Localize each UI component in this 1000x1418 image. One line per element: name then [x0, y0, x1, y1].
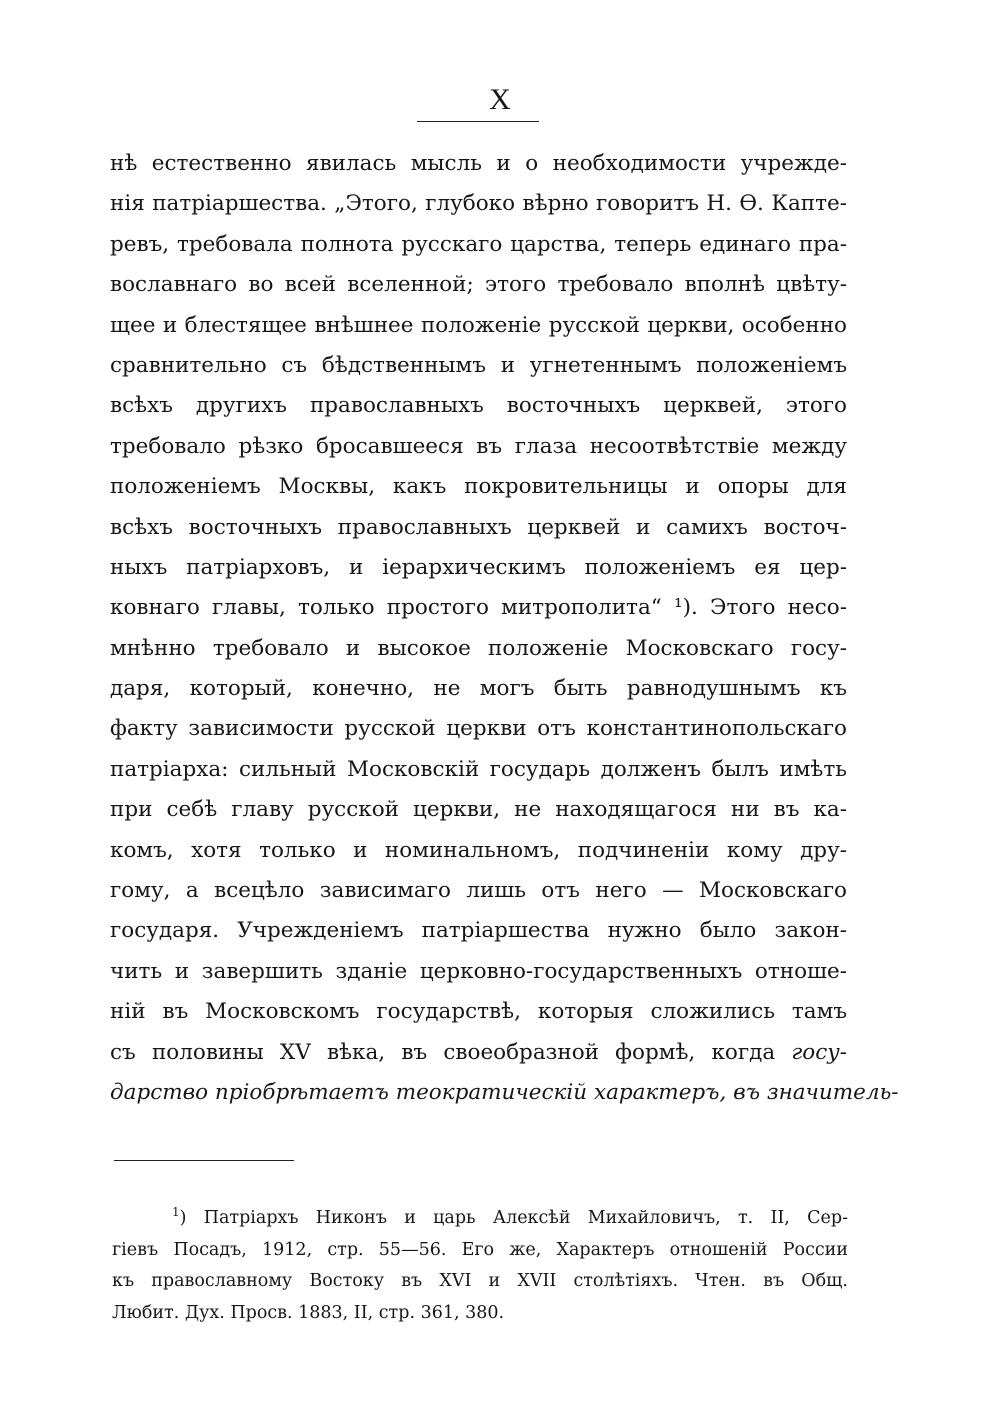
text-line: чить и завершить зданіе церковно-государственныхъ отноше-: [110, 958, 847, 984]
page-number: X: [489, 83, 511, 116]
header-rule: [417, 121, 539, 122]
text-line: ковнаго главы, только простого митрополита“ ¹). Этого несо-: [110, 595, 847, 621]
text-line: факту зависимости русской церкви отъ константинопольскаго: [110, 716, 847, 742]
text-line: требовало рѣзко бросавшееся въ глаза несоотвѣтствіе между: [110, 433, 847, 459]
footnotes: [112, 1203, 848, 1329]
text-line: при себѣ главу русской церкви, не находящагося ни въ ка-: [110, 797, 847, 823]
footnote-line: Любит. Дух. Просв. 1883, II, стр. 361, 380.: [112, 1302, 505, 1323]
text-line: положеніемъ Москвы, какъ покровительницы и опоры для: [110, 474, 847, 500]
text-line: ревъ, требовала полнота русскаго царства, теперь единаго пра-: [110, 231, 847, 257]
footnote-rule: [114, 1160, 294, 1161]
text-line: патріарха: сильный Московскій государь долженъ былъ имѣть: [110, 756, 847, 782]
text-line: мнѣнно требовало и высокое положеніе Московскаго госу-: [110, 635, 847, 661]
text-line: нія патріаршества. „Этого, глубоко вѣрно говоритъ Н. Ѳ. Капте-: [110, 191, 847, 217]
text-line: ныхъ патріарховъ, и іерархическимъ положеніемъ ея цер-: [110, 554, 847, 580]
footnote-line: гіевъ Посадъ, 1912, стр. 55—56. Его же, Характеръ отношеній России: [112, 1239, 848, 1260]
text-line: даря, который, конечно, не могъ быть равнодушнымъ къ: [110, 676, 847, 702]
text-roman-span: съ половины XV вѣка, въ своеобразной формѣ, когда: [110, 1039, 776, 1065]
text-line: всѣхъ другихъ православныхъ восточныхъ церквей, этого: [110, 393, 847, 419]
footnote-line: къ православному Востоку въ XVI и XVII столѣтіяхъ. Чтен. въ Общ.: [112, 1271, 848, 1291]
footnote-line: [112, 1203, 848, 1235]
text-line: нѣ естественно явилась мысль и о необходимости учрежде-: [110, 151, 847, 176]
text-line: комъ, хотя только и номинальномъ, подчиненіи кому дру-: [110, 837, 847, 863]
text-line: вославнаго во всей вселенной; этого требовало вполнѣ цвѣту-: [110, 272, 847, 298]
text-line: всѣхъ восточныхъ православныхъ церквей и самихъ восточ-: [110, 514, 847, 540]
text-line: гому, а всецѣло зависимаго лишь отъ него — Московскаго: [110, 878, 847, 904]
text-italic-span: госу-: [791, 1039, 847, 1065]
text-line: сравнительно съ бѣдственнымъ и угнетеннымъ положеніемъ: [110, 352, 847, 378]
main-text: [110, 144, 899, 1113]
text-line-italic: дарство пріобрѣтаетъ теократическій характеръ, въ значитель-: [110, 1079, 899, 1105]
text-line-mixed: [110, 1033, 847, 1073]
footnote-text: ) Патріархъ Никонъ и царь Алексѣй Михайловичъ, т. II, Сер-: [179, 1208, 848, 1228]
text-line: ній въ Московскомъ государствѣ, которыя сложились тамъ: [110, 999, 847, 1025]
text-line: щее и блестящее внѣшнее положеніе русской церкви, особенно: [110, 312, 847, 338]
footnote-marker: 1: [172, 1205, 180, 1220]
text-line: государя. Учрежденіемъ патріаршества нужно было закон-: [110, 918, 847, 944]
